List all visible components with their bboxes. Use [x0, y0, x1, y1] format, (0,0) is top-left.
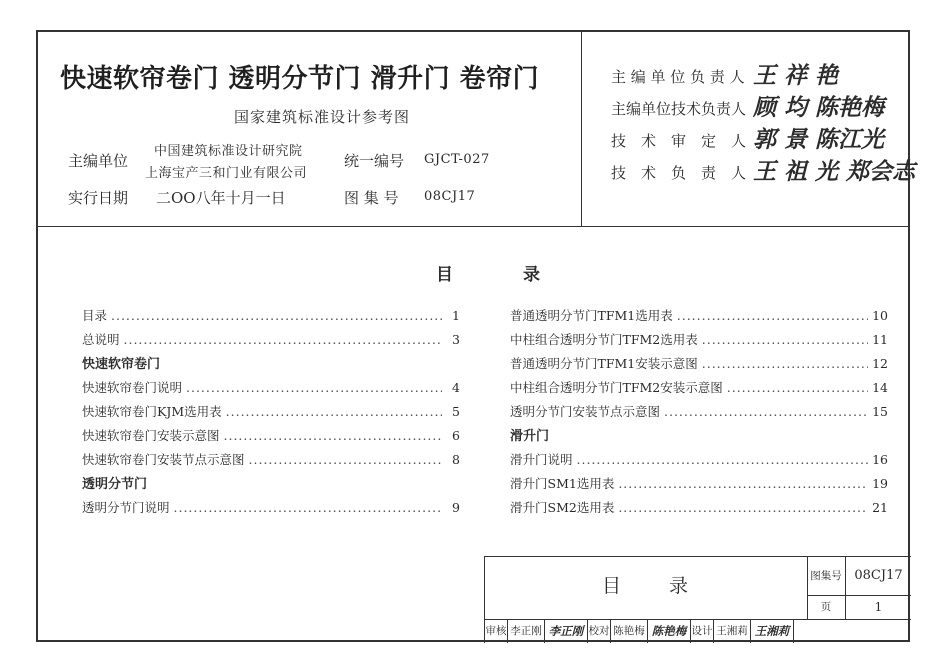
toc-entry-page: 4	[452, 380, 460, 395]
chief-unit-line1: 中国建筑标准设计研究院	[154, 144, 303, 159]
check-signature: 陈艳梅	[648, 620, 691, 643]
responsibility-role: 技术审定人	[611, 132, 762, 150]
toc-entry-page: 10	[872, 308, 888, 323]
title-block-title	[485, 571, 807, 598]
toc-entry-title: 快速软帘卷门KJM选用表	[82, 404, 222, 419]
toc-entry[interactable]	[510, 402, 888, 426]
toc-entry[interactable]	[510, 498, 888, 522]
toc-entry-title: 目录	[82, 308, 108, 323]
handwritten-signature: 顾 均 陈艳梅	[753, 94, 885, 121]
toc-entry[interactable]	[510, 450, 888, 474]
atlas-title: 快速软帘卷门 透明分节门 滑升门 卷帘门	[60, 64, 540, 94]
toc-leader-dots	[702, 332, 868, 347]
toc-leader-dots	[702, 356, 868, 371]
title-block-title-cell	[485, 557, 808, 620]
toc-leader-dots	[727, 380, 868, 395]
toc-entry-title: 快速软帘卷门安装节点示意图	[82, 452, 245, 467]
toc-leader-dots	[618, 500, 868, 515]
design-signature: 王湘莉	[751, 620, 794, 643]
toc-entry-title: 中柱组合透明分节门TFM2选用表	[510, 332, 698, 347]
toc-leader-dots	[618, 476, 868, 491]
toc-entry[interactable]	[82, 450, 460, 474]
design-name: 王湘莉	[714, 620, 751, 643]
title-block-page-value: 1	[846, 596, 911, 620]
toc-entry[interactable]	[82, 306, 460, 330]
toc-leader-dots	[224, 428, 442, 443]
toc-entry[interactable]	[82, 378, 460, 402]
toc-entry-page: 1	[452, 308, 460, 323]
responsibility-role: 主 编 单 位 负 责 人	[611, 68, 745, 86]
toc-entry-title: 透明分节门安装节点示意图	[510, 404, 661, 419]
check-label: 校对	[588, 620, 611, 643]
toc-entry[interactable]	[510, 354, 888, 378]
toc-entry[interactable]	[82, 426, 460, 450]
toc-entry-page: 8	[452, 452, 460, 467]
toc-column-right	[510, 306, 888, 522]
toc-leader-dots	[111, 308, 442, 323]
toc-entry-title: 滑升门说明	[510, 452, 573, 467]
header-info-block	[38, 32, 582, 226]
toc-entry-page: 19	[872, 476, 888, 491]
effective-date-value: 二OO八年十月一日	[156, 189, 286, 207]
toc-heading	[436, 260, 540, 285]
title-block-atlas-label: 图集号	[807, 557, 846, 596]
title-block-atlas-value: 08CJ17	[846, 557, 911, 596]
header-divider	[38, 226, 908, 227]
atlas-no-value: 08CJ17	[424, 189, 476, 204]
toc-entry-page: 6	[452, 428, 460, 443]
toc-section-heading: 透明分节门	[82, 477, 148, 492]
toc-entry-title: 普通透明分节门TFM1安装示意图	[510, 356, 698, 371]
toc-entry-title: 快速软帘卷门说明	[82, 380, 183, 395]
toc-entry[interactable]	[510, 378, 888, 402]
handwritten-signature: 郭 景 陈江光	[753, 126, 885, 153]
responsibility-role: 技术负责人	[611, 164, 762, 182]
toc-entry-page: 15	[872, 404, 888, 419]
toc-entry[interactable]	[82, 330, 460, 354]
atlas-subtitle: 国家建筑标准设计参考图	[234, 108, 411, 126]
responsibility-role: 主编单位技术负责人	[611, 100, 747, 118]
unified-no-value: GJCT-027	[424, 152, 490, 167]
chief-unit-line2: 上海宝产三和门业有限公司	[145, 166, 308, 181]
toc-leader-dots	[677, 308, 868, 323]
toc-entry-title: 滑升门SM2选用表	[510, 500, 615, 515]
check-name: 陈艳梅	[611, 620, 648, 643]
atlas-no-label: 图 集 号	[344, 189, 399, 207]
toc-entry-page: 14	[872, 380, 888, 395]
title-block-title-char: 目	[601, 575, 623, 597]
review-label: 审核	[485, 620, 508, 643]
toc-entry[interactable]	[82, 402, 460, 426]
toc-entry[interactable]	[510, 330, 888, 354]
review-name: 李正刚	[508, 620, 545, 643]
toc-leader-dots	[186, 380, 442, 395]
roles-row-filler	[794, 620, 807, 643]
toc-heading-char: 目	[436, 265, 453, 285]
title-block-roles-row	[485, 620, 807, 643]
toc-section-heading: 滑升门	[510, 429, 550, 444]
toc-entry-title: 滑升门SM1选用表	[510, 476, 615, 491]
toc-entry-title: 快速软帘卷门安装示意图	[82, 428, 220, 443]
toc-leader-dots	[124, 332, 442, 347]
review-signature: 李正刚	[545, 620, 588, 643]
design-label: 设计	[691, 620, 714, 643]
handwritten-signature: 王 祥 艳	[753, 62, 839, 89]
title-block	[484, 556, 911, 643]
toc-leader-dots	[664, 404, 868, 419]
effective-date-label: 实行日期	[68, 189, 129, 207]
toc-entry-page: 3	[452, 332, 460, 347]
toc-section-heading: 快速软帘卷门	[82, 357, 161, 372]
toc-entry[interactable]	[510, 306, 888, 330]
toc-entry-page: 16	[872, 452, 888, 467]
toc-entry-title: 透明分节门说明	[82, 500, 170, 515]
title-block-page-label: 页	[807, 596, 846, 620]
toc-heading-char: 录	[523, 265, 540, 285]
drawing-sheet	[36, 30, 916, 642]
toc-entry-title: 中柱组合透明分节门TFM2安装示意图	[510, 380, 723, 395]
chief-unit-label: 主编单位	[68, 152, 129, 170]
toc-entry-title: 总说明	[82, 332, 120, 347]
toc-leader-dots	[226, 404, 442, 419]
toc-leader-dots	[174, 500, 442, 515]
responsibility-block	[581, 32, 916, 226]
toc-entry-page: 21	[872, 500, 888, 515]
toc-leader-dots	[249, 452, 442, 467]
toc-entry-page: 5	[452, 404, 460, 419]
unified-no-label: 统一编号	[344, 152, 405, 170]
toc-entry[interactable]	[510, 474, 888, 498]
toc-entry[interactable]	[82, 498, 460, 522]
title-block-title-char: 录	[669, 575, 691, 597]
toc-entry-title: 普通透明分节门TFM1选用表	[510, 308, 673, 323]
toc-entry-page: 9	[452, 500, 460, 515]
toc-column-left	[82, 306, 460, 522]
toc-entry-page: 11	[872, 332, 888, 347]
toc-leader-dots	[577, 452, 869, 467]
toc-entry-page: 12	[872, 356, 888, 371]
handwritten-signature: 王 祖 光 郑会志	[753, 158, 916, 185]
